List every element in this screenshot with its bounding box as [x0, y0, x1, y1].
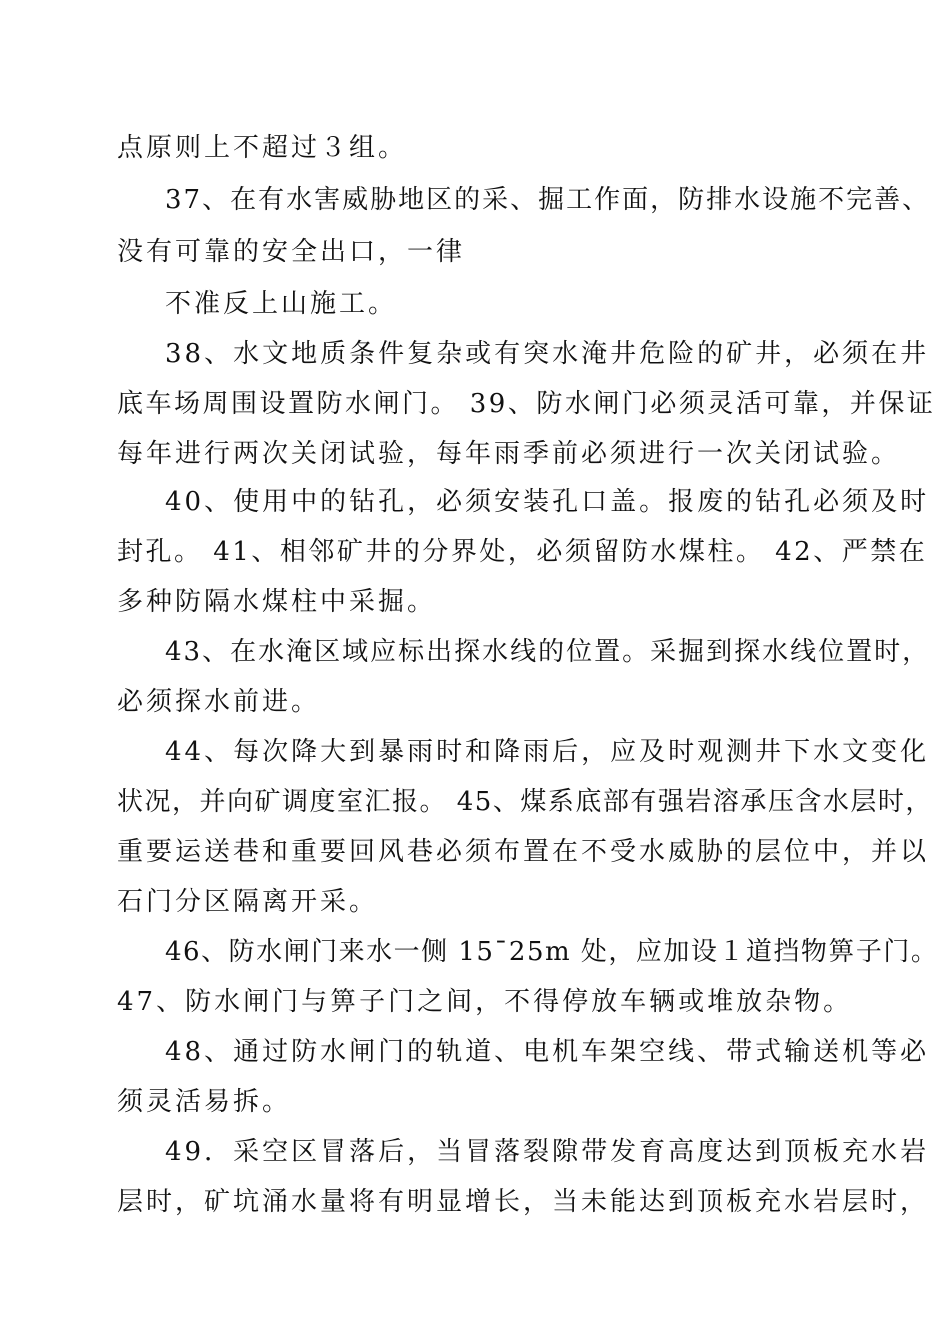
text-line: 44、每次降大到暴雨时和降雨后，应及时观测井下水文变化	[165, 737, 930, 767]
text-line: 不准反上山施工。	[165, 289, 398, 319]
text-line: 48、通过防水闸门的轨道、电机车架空线、带式输送机等必	[165, 1037, 930, 1067]
text-line: 47、防水闸门与箅子门之间，不得停放车辆或堆放杂物。	[117, 987, 853, 1017]
text-line: 没有可靠的安全出口，一律	[117, 237, 466, 267]
text-line: 40、使用中的钻孔，必须安装孔口盖。报废的钻孔必须及时	[165, 487, 930, 517]
text-line: 须灵活易拆。	[117, 1087, 292, 1117]
text-line: 46、防水闸门来水一侧 15¯25m 处，应加设１道挡物箅子门。	[165, 937, 939, 967]
text-line: 底车场周围设置防水闸门。 39、防水闸门必须灵活可靠，并保证	[117, 389, 936, 419]
text-line: 多种防隔水煤柱中采掘。	[117, 587, 437, 617]
text-line: 重要运送巷和重要回风巷必须布置在不受水威胁的层位中，并以	[117, 837, 930, 867]
text-line: 封孔。 41、相邻矿井的分界处，必须留防水煤柱。 42、严禁在	[117, 537, 928, 567]
text-line: 43、在水淹区域应标出探水线的位置。采掘到探水线位置时，	[165, 637, 931, 667]
text-line: 石门分区隔离开采。	[117, 887, 379, 917]
text-line: 38、水文地质条件复杂或有突水淹井危险的矿井，必须在井	[165, 339, 930, 369]
text-line: 每年进行两次关闭试验，每年雨季前必须进行一次关闭试验。	[117, 439, 901, 469]
text-line: 状况，并向矿调度室汇报。 45、煤系底部有强岩溶承压含水层时，	[117, 787, 933, 817]
text-line: 49．采空区冒落后，当冒落裂隙带发育高度达到顶板充水岩	[165, 1137, 930, 1167]
text-line: 点原则上不超过３组。	[117, 133, 408, 163]
text-line: 必须探水前进。	[117, 687, 321, 717]
text-line: 层时，矿坑涌水量将有明显增长，当未能达到顶板充水岩层时，	[117, 1187, 930, 1217]
text-line: 37、在有水害威胁地区的采、掘工作面，防排水设施不完善、	[165, 185, 931, 215]
